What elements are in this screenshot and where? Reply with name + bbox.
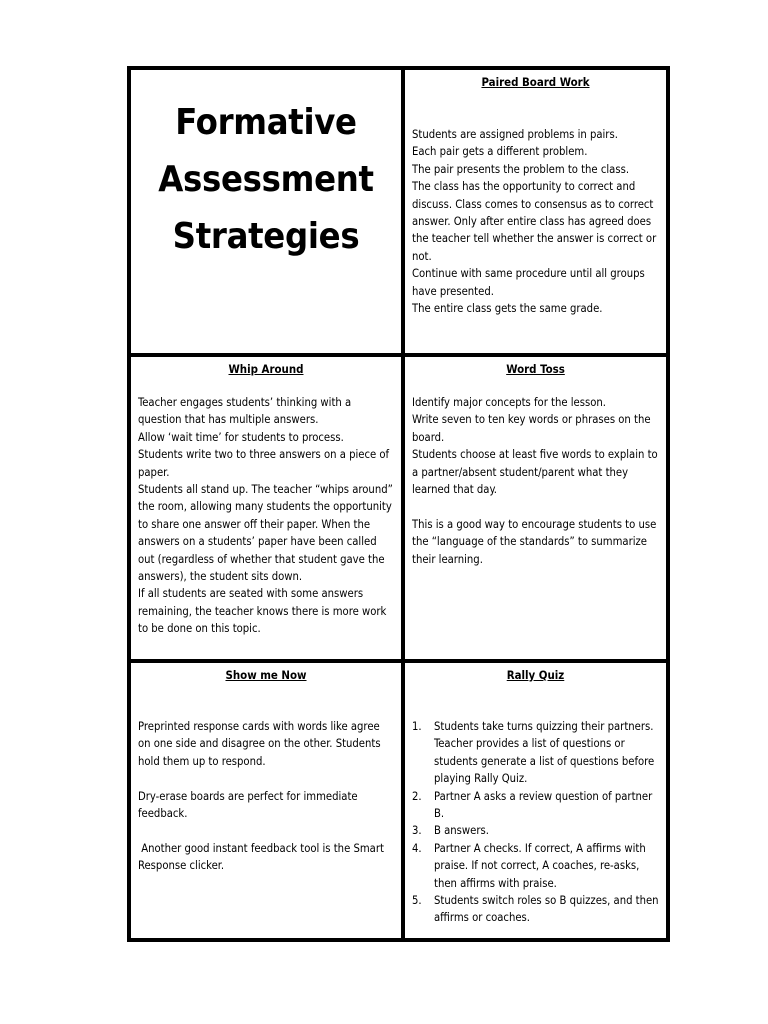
list-item-text: Students take turns quizzing their partners. Teacher provides a list of questions or students generate a list of questions before playing Rally Quiz. <box>434 720 655 786</box>
strategy-card-grid <box>127 66 670 942</box>
card-heading: Paired Board Work <box>481 75 590 89</box>
list-number: 2. <box>412 789 422 803</box>
list-number: 1. <box>412 720 422 733</box>
card-paragraph: Students are assigned problems in pairs. <box>412 128 618 141</box>
list-item <box>412 788 659 823</box>
card-paragraph: Identify major concepts for the lesson. <box>412 396 606 409</box>
card-body <box>138 718 394 875</box>
card-paragraph: Students all stand up. The teacher “whips around” the room, allowing many students the opportunity to share one answer off their paper. When the answers on a students’ paper have been called out (regardless of whether that student gave the answers), the student sits down. <box>138 483 393 584</box>
card-paragraph: Students write two to three answers on a piece of paper. <box>138 448 390 479</box>
card-paragraph: This is a good way to encourage students to use the “language of the standards” to summarize their learning. <box>412 517 657 566</box>
card-body <box>412 394 659 568</box>
list-item-text: B answers. <box>434 824 489 838</box>
card-paragraph: Preprinted response cards with words like agree on one side and disagree on the other. Students hold them up to respond. <box>138 720 381 768</box>
page-title <box>158 94 373 265</box>
card-paired-board-work <box>405 70 666 353</box>
list-item-text: Partner A checks. If correct, A affirms with praise. If not correct, A coaches, re-asks, then affirms with praise. <box>434 841 646 890</box>
list-item <box>412 840 659 892</box>
card-heading: Whip Around <box>228 362 304 376</box>
card-heading: Word Toss <box>506 362 565 376</box>
card-heading: Rally Quiz <box>506 668 565 682</box>
list-item <box>412 822 659 839</box>
card-paragraph: Dry-erase boards are perfect for immediate feedback. <box>138 789 358 821</box>
card-paragraph: The entire class gets the same grade. <box>412 302 603 316</box>
title-line: Strategies <box>172 216 360 257</box>
card-heading: Show me Now <box>225 668 307 682</box>
card-paragraph: If all students are seated with some answers remaining, the teacher knows there is more work to be done on this topic. <box>138 587 387 636</box>
card-rally-quiz <box>405 663 666 938</box>
title-line: Formative <box>175 102 357 143</box>
list-item <box>412 718 659 788</box>
list-item-text: Partner A asks a review question of partner B. <box>434 789 653 821</box>
list-number: 4. <box>412 841 422 855</box>
card-paragraph: Allow ‘wait time’ for students to process. <box>138 430 344 444</box>
card-paragraph: The pair presents the problem to the class. <box>412 162 630 176</box>
card-paragraph: Write seven to ten key words or phrases on the board. <box>412 413 651 444</box>
numbered-list <box>412 718 659 927</box>
title-line: Assessment <box>158 159 374 200</box>
card-paragraph: Continue with same procedure until all groups have presented. <box>412 267 645 298</box>
card-word-toss <box>405 357 666 659</box>
card-paragraph: Another good instant feedback tool is the Smart Response clicker. <box>138 841 388 873</box>
card-paragraph: Students choose at least five words to explain to a partner/absent student/parent what they learned that day. <box>412 448 658 497</box>
list-item-text: Students switch roles so B quizzes, and then affirms or coaches. <box>434 894 659 925</box>
card-show-me-now <box>131 663 401 938</box>
list-number: 3. <box>412 824 422 838</box>
card-body <box>138 394 394 638</box>
list-item <box>412 892 659 927</box>
card-paragraph: The class has the opportunity to correct and discuss. Class comes to consensus as to correct answer. Only after entire class has agreed does the teacher tell whether the answer is correct or not. <box>412 180 657 263</box>
card-paragraph: Teacher engages students’ thinking with a question that has multiple answers. <box>138 396 352 427</box>
list-number: 5. <box>412 894 422 908</box>
card-paragraph: Each pair gets a different problem. <box>412 145 588 159</box>
title-card <box>131 70 401 353</box>
card-whip-around <box>131 357 401 659</box>
card-body <box>412 126 659 317</box>
